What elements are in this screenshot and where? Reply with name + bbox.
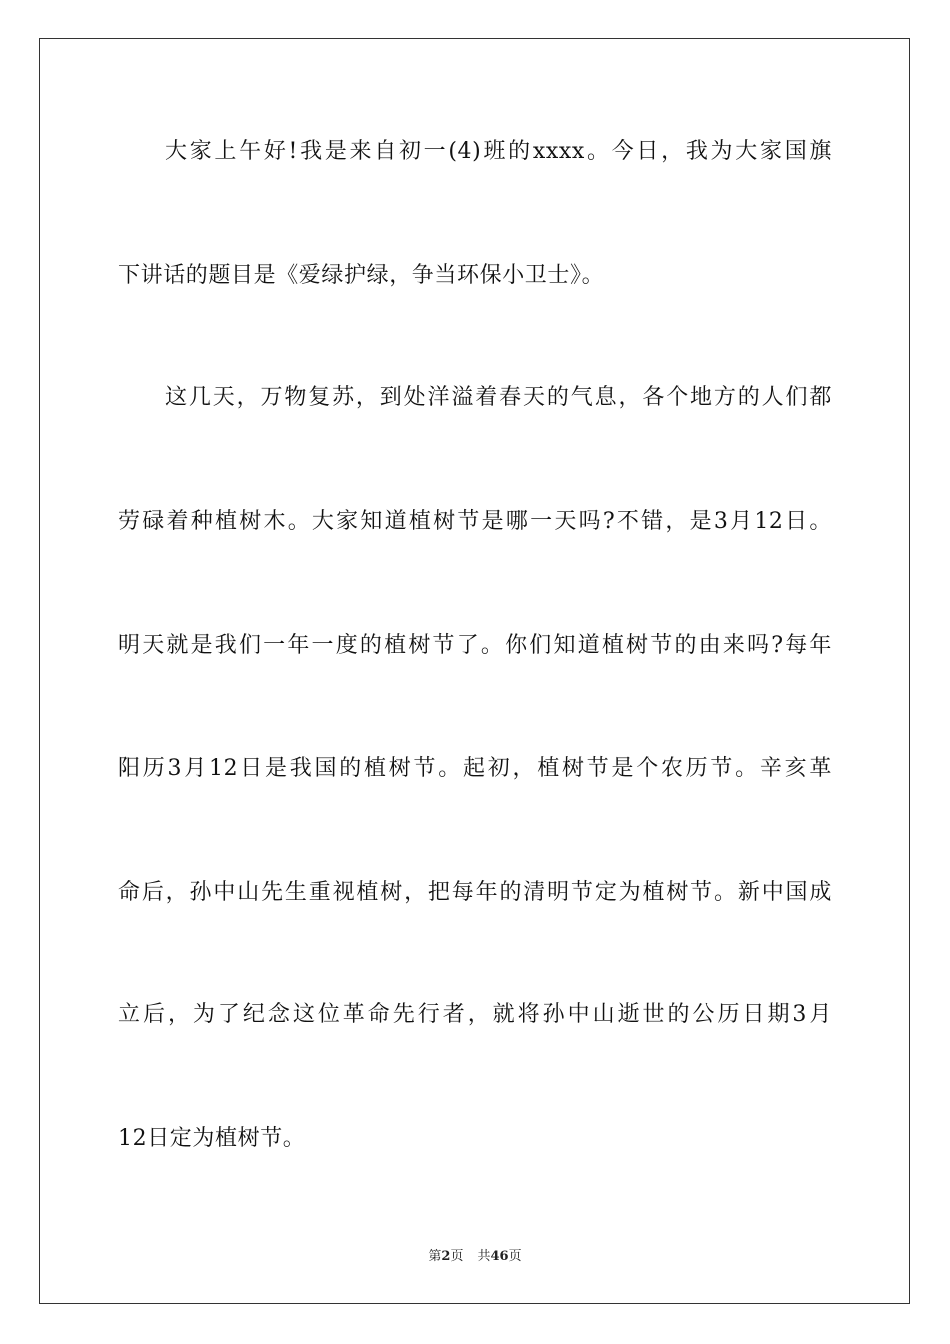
text-line-9: 12日定为植树节。 <box>118 1126 306 1151</box>
page-border <box>39 38 910 1304</box>
page-prefix: 第 <box>428 1249 442 1264</box>
total-unit: 页 <box>508 1249 522 1264</box>
text-line-3: 这几天，万物复苏，到处洋溢着春天的气息，各个地方的人们都 <box>165 385 832 410</box>
text-line-4: 劳碌着种植树木。大家知道植树节是哪一天吗?不错，是3月12日。 <box>118 509 832 534</box>
text-line-6: 阳历3月12日是我国的植树节。起初，植树节是个农历节。辛亥革 <box>118 756 832 781</box>
page-unit: 页 <box>450 1249 464 1264</box>
text-line-8: 立后，为了纪念这位革命先行者，就将孙中山逝世的公历日期3月 <box>118 1002 832 1027</box>
text-line-1: 大家上午好!我是来自初一(4)班的xxxx。今日，我为大家国旗 <box>165 139 832 164</box>
total-prefix: 共 <box>477 1249 491 1264</box>
text-line-2: 下讲话的题目是《爱绿护绿，争当环保小卫士》。 <box>118 263 605 288</box>
text-line-5: 明天就是我们一年一度的植树节了。你们知道植树节的由来吗?每年 <box>118 633 832 658</box>
page-footer <box>0 1248 950 1266</box>
total-pages: 46 <box>490 1249 509 1264</box>
text-line-7: 命后，孙中山先生重视植树，把每年的清明节定为植树节。新中国成 <box>118 880 832 905</box>
page-number: 2 <box>441 1249 451 1264</box>
